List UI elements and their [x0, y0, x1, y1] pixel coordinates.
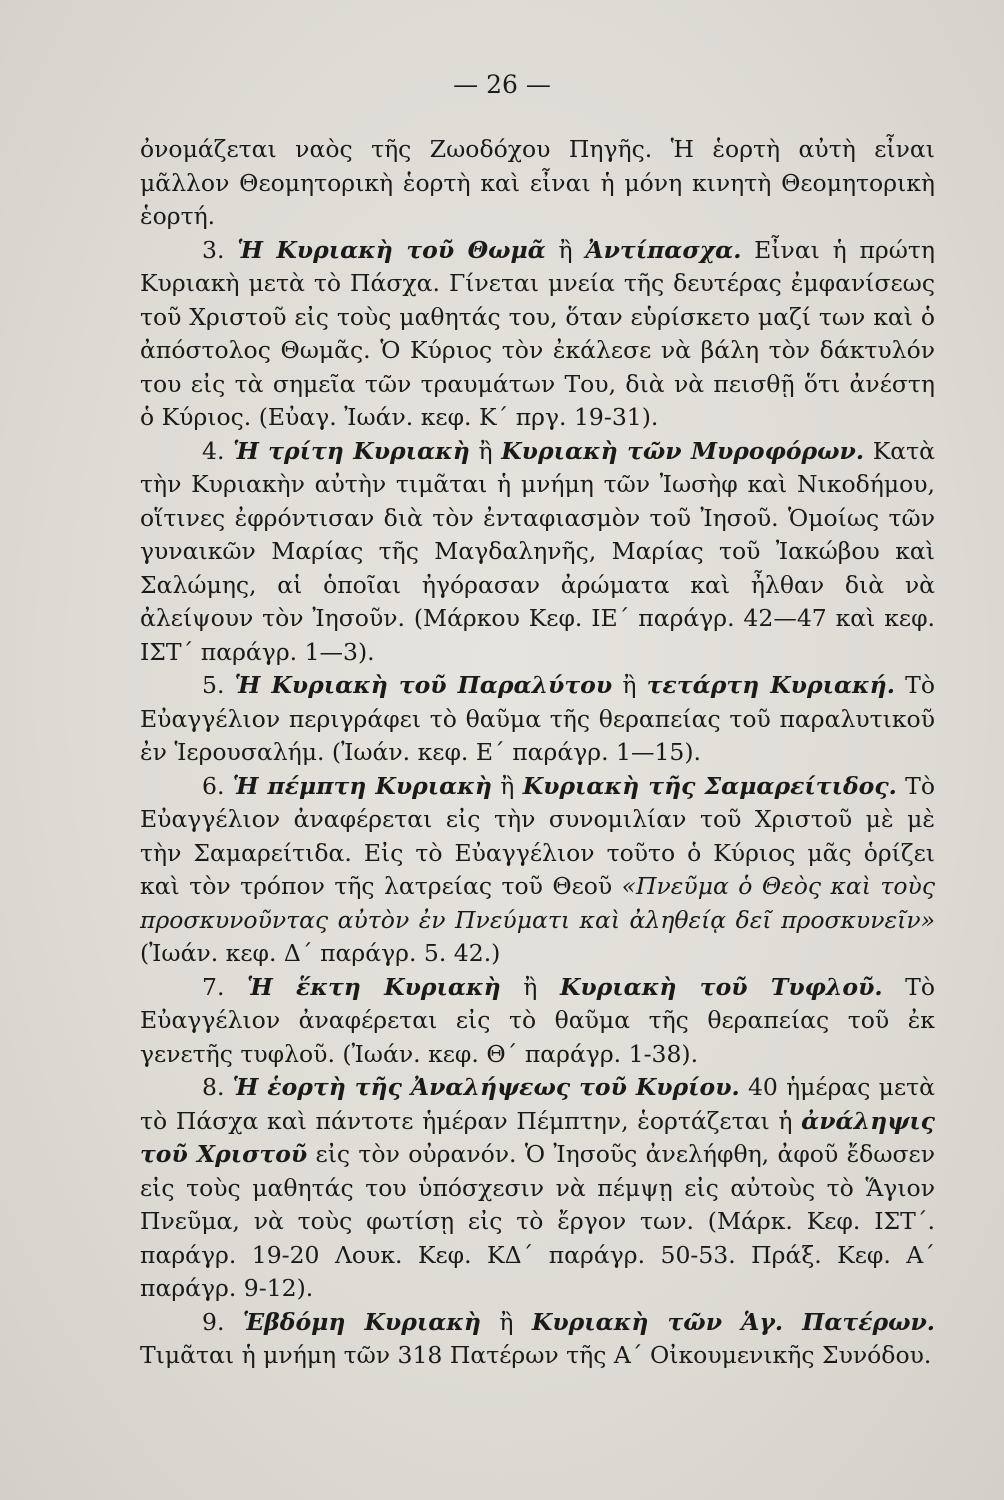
- section-4: [140, 435, 935, 670]
- section-number: 3.: [202, 235, 225, 264]
- section-number: 5.: [202, 671, 225, 699]
- section-7: [140, 971, 935, 1072]
- section-or: ἢ: [469, 436, 502, 465]
- section-body: Τὸ Εὐαγγέλιον περιγράφει τὸ θαῦμα τῆς θεραπείας τοῦ παραλυτικοῦ ἐν Ἱερουσαλήμ. (Ἰωάν. κεφ. Ε΄ παράγρ. 1—15).: [140, 671, 935, 766]
- section-title-alt: τετάρτη Κυριακή.: [646, 671, 895, 699]
- intro-paragraph: ὀνομάζεται ναὸς τῆς Ζωοδόχου Πηγῆς. Ἡ ἑορτὴ αὐτὴ εἶναι μᾶλλον Θεομητορικὴ ἑορτὴ καὶ εἶναι ἡ μόνη κινητὴ Θεομητορικὴ ἑορτή.: [140, 135, 935, 230]
- section-number: 4.: [202, 436, 225, 465]
- page-text: [140, 133, 935, 1373]
- section-or: ἢ: [545, 235, 586, 264]
- scripture-quote: «Πνεῦμα ὁ Θεὸς καὶ τοὺς προσκυνοῦντας αὐτὸν ἐν Πνεύματι καὶ ἀληθείᾳ δεῖ προσκυνεῖν»: [140, 872, 935, 934]
- section-reference: (Ἰωάν. κεφ. Δ΄ παράγρ. 5. 42.): [140, 939, 501, 967]
- section-title-alt: Ἀντίπασχα.: [585, 235, 742, 264]
- section-number: 8.: [202, 1073, 225, 1101]
- section-6: [140, 770, 935, 971]
- section-5: [140, 669, 935, 770]
- section-body-tail: εἰς τὸν οὐρανόν. Ὁ Ἰησοῦς ἀνελήφθη, ἀφοῦ ἔδωσεν εἰς τοὺς μαθητάς του ὑπόσχεσιν νὰ πέμψῃ εἰς αὐτοὺς τὸ Ἅγιον Πνεῦμα, νὰ τοὺς φωτίσῃ εἰς τὸ ἔργον των. (Μάρκ. Κεφ. ΙΣΤ΄. παράγρ. 19-20 Λουκ. Κεφ. ΚΔ΄ παράγρ. 50-53. Πράξ. Κεφ. Α΄ παράγρ. 9-12).: [140, 1140, 935, 1302]
- section-or: ἢ: [481, 1307, 532, 1336]
- section-body: 40 ἡμέρας μετὰ τὸ Πάσχα καὶ πάντοτε ἡμέραν Πέμπτην, ἑορτάζεται ἡ: [140, 1073, 935, 1135]
- section-title-alt: Κυριακὴ τῶν Ἁγ. Πατέρων.: [531, 1307, 935, 1336]
- section-title: Ἡ ἑορτὴ τῆς Ἀναλήψεως τοῦ Κυρίου.: [232, 1073, 740, 1101]
- section-emphasis: ἀνάληψις τοῦ Χριστοῦ: [140, 1106, 935, 1168]
- section-title: Ἡ Κυριακὴ τοῦ Παραλύτου: [234, 671, 613, 699]
- section-title: Ἡ ἕκτη Κυριακὴ: [247, 972, 501, 1001]
- section-body: Τιμᾶται ἡ μνήμη τῶν 318 Πατέρων τῆς Α΄ Οἰκουμενικῆς Συνόδου.: [140, 1341, 932, 1369]
- section-body: Τὸ Εὐαγγέλιον ἀναφέρεται εἰς τὴν συνομιλίαν τοῦ Χριστοῦ μὲ μὲ τὴν Σαμαρείτιδα. Εἰς τὸ Εὐαγγέλιον τοῦτο ὁ Κύριος μᾶς ὁρίζει καὶ τὸν τρόπον τῆς λατρείας τοῦ Θεοῦ: [140, 771, 935, 900]
- section-title: Ἑβδόμη Κυριακὴ: [242, 1307, 482, 1336]
- section-9: [140, 1306, 935, 1373]
- section-body: Κατὰ τὴν Κυριακὴν αὐτὴν τιμᾶται ἡ μνήμη τῶν Ἰωσὴφ καὶ Νικοδήμου, οἵτινες ἐφρόντισαν διὰ τὸν ἐνταφιασμὸν τοῦ Ἰησοῦ. Ὁμοίως τῶν γυναικῶν Μαρίας τῆς Μαγδαληνῆς, Μαρίας τοῦ Ἰακώβου καὶ Σαλώμης, αἱ ὁποῖαι ἠγόρασαν ἀρώματα καὶ ἦλθαν διὰ νὰ ἀλείψουν τὸν Ἰησοῦν. (Μάρκου Κεφ. ΙΕ΄ παράγρ. 42—47 καὶ κεφ. ΙΣΤ΄ παράγρ. 1—3).: [140, 436, 935, 666]
- section-title-alt: Κυριακὴ τῶν Μυροφόρων.: [501, 436, 865, 465]
- section-number: 7.: [202, 972, 225, 1001]
- section-title: Ἡ πέμπτη Κυριακὴ: [232, 771, 492, 800]
- section-title-alt: Κυριακὴ τῆς Σαμαρείτιδος.: [522, 771, 897, 800]
- page-number: — 26 —: [453, 70, 551, 99]
- section-title-alt: Κυριακὴ τοῦ Τυφλοῦ.: [559, 972, 883, 1001]
- section-or: ἢ: [491, 771, 523, 800]
- section-8: [140, 1071, 935, 1306]
- section-title: Ἡ τρίτη Κυριακὴ: [233, 436, 470, 465]
- section-3: [140, 234, 935, 435]
- section-body: Τὸ Εὐαγγέλιον ἀναφέρεται εἰς τὸ θαῦμα τῆς θεραπείας τοῦ ἐκ γενετῆς τυφλοῦ. (Ἰωάν. κεφ. Θ΄ παράγρ. 1-38).: [140, 972, 935, 1068]
- section-body: Εἶναι ἡ πρώτη Κυριακὴ μετὰ τὸ Πάσχα. Γίνεται μνεία τῆς δευτέρας ἐμφανίσεως τοῦ Χριστοῦ εἰς τοὺς μαθητάς του, ὅταν εὑρίσκετο μαζί των καὶ ὁ ἀπόστολος Θωμᾶς. Ὁ Κύριος τὸν ἐκάλεσε νὰ βάλη τὸν δάκτυλόν του εἰς τὰ σημεῖα τῶν τραυμάτων Του, διὰ νὰ πεισθῇ ὅτι ἀνέστη ὁ Κύριος. (Εὐαγ. Ἰωάν. κεφ. Κ΄ πργ. 19-31).: [140, 235, 935, 431]
- section-or: ἢ: [612, 671, 647, 699]
- section-number: 9.: [202, 1307, 225, 1336]
- section-title: Ἡ Κυριακὴ τοῦ Θωμᾶ: [237, 235, 546, 264]
- section-or: ἢ: [500, 972, 560, 1001]
- section-number: 6.: [202, 771, 225, 800]
